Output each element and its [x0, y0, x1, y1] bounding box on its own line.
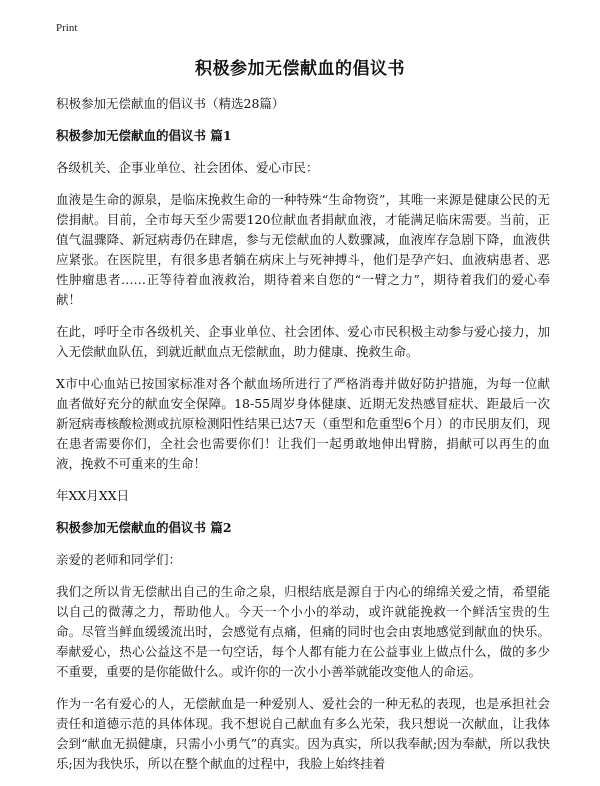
section-heading-1: 积极参加无偿献血的倡议书 篇1	[56, 128, 232, 143]
paragraph: 血液是生命的源泉，是临床挽救生命的一种特殊“生命物资”，其唯一来源是健康公民的无偿捐献。目前，全市每天至少需要120位献血者捐献血液，才能满足临床需要。当前，正值气温骤降、新冠病毒仍在肆虐，参与无偿献血的人数骤减，血液库存急剧下降，血液供应紧张。在医院里，有很多患者躺在病床上与死神搏斗，他们是孕产妇、血液病患者、恶性肿瘤患者……正等待着血液救治，期待着来自您的“一臂之力”，期待着我们的爱心奉献！	[56, 192, 550, 307]
page-title: 积极参加无偿献血的倡议书	[195, 59, 405, 79]
document-body	[56, 94, 550, 786]
date-line: 年XX月XX日	[56, 488, 130, 503]
intro-line: 积极参加无偿献血的倡议书（精选28篇）	[56, 96, 285, 111]
paragraph: 在此，呼吁全市各级机关、企事业单位、社会团体、爱心市民积极主动参与爱心接力，加入无偿献血队伍，到就近献血点无偿献血，助力健康、挽救生命。	[56, 324, 550, 359]
paragraph: X市中心血站已按国家标准对各个献血场所进行了严格消毒并做好防护措施，为每一位献血者做好充分的献血安全保障。18-55周岁身体健康、近期无发热感冒症状、距最后一次新冠病毒核酸检测或抗原检测阳性结果已达7天（重型和危重型6个月）的市民朋友们，现在患者需要你们，全社会也需要你们！让我们一起勇敢地伸出臂膀，捐献可以再生的血液，挽救不可重来的生命！	[56, 376, 550, 471]
paragraph: 我们之所以肯无偿献出自己的生命之泉，归根结底是源自于内心的绵绵关爱之情，希望能以自己的微薄之力，帮助他人。今天一个小小的举动，或许就能挽救一个鲜活宝贵的生命。尽管当鲜血缓缓流出时，会感觉有点痛，但痛的同时也会由衷地感觉到献血的快乐。奉献爱心，热心公益这不是一句空话，每个人都有能力在公益事业上做点什么，做的多少不重要，重要的是你能做什么。或许你的一次小小善举就能改变他人的命运。	[56, 584, 550, 679]
salutation-1: 各级机关、企事业单位、社会团体、爱心市民：	[56, 160, 319, 175]
print-link[interactable]: Print	[56, 22, 78, 34]
section-heading-2: 积极参加无偿献血的倡议书 篇2	[56, 520, 232, 535]
paragraph: 作为一名有爱心的人，无偿献血是一种爱别人、爱社会的一种无私的表现，也是承担社会责任和道德示范的具体体现。我不想说自己献血有多么光荣，我只想说一次献血，让我体会到“献血无损健康，只需小小勇气”的真实。因为真实，所以我奉献;因为奉献，所以我快乐;因为我快乐，所以在整个献血的过程中，我脸上始终挂着	[56, 696, 550, 771]
salutation-2: 亲爱的老师和同学们：	[56, 552, 182, 567]
